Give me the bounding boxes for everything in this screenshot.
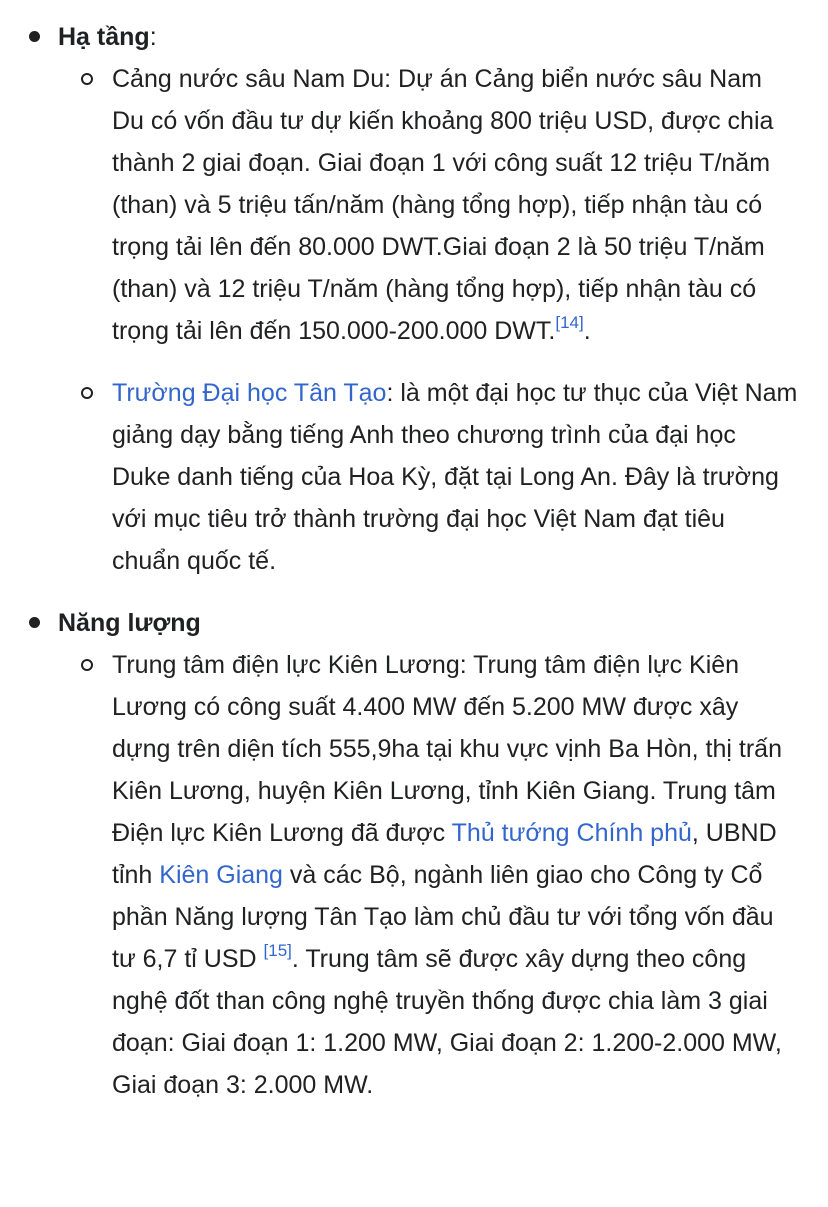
item-text-end: .	[583, 317, 591, 345]
link-prime-minister[interactable]: Thủ tướng Chính phủ	[451, 819, 692, 847]
item-text: và các Bộ, ngành liên giao cho Công ty Cổ phần Năng lượng Tân Tạo làm chủ đầu tư với tổng vốn đầu tư 6,7 tỉ USD	[112, 861, 774, 973]
section-heading-energy: Năng lượng	[58, 609, 201, 637]
list-item-kien-luong-power-center	[0, 644, 828, 1106]
item-text: Cảng nước sâu Nam Du: Dự án Cảng biển nước sâu Nam Du có vốn đầu tư dự kiến khoảng 800 triệu USD, được chia thành 2 giai đoạn. Giai đoạn 1 với công suất 12 triệu T/năm (than) và 5 triệu tấn/năm (hàng tổng hợp), tiếp nhận tàu có trọng tải lên đến 80.000 DWT.Giai đoạn 2 là 50 triệu T/năm (than) và 12 triệu T/năm (hàng tổng hợp), tiếp nhận tàu có trọng tải lên đến 150.000-200.000 DWT.	[112, 65, 774, 345]
bullet-circle-icon	[81, 73, 93, 85]
article-content	[0, 16, 828, 1106]
reference-link-14[interactable]: [14]	[555, 313, 584, 332]
list-item-nam-du-port	[0, 58, 828, 352]
section-energy	[0, 602, 828, 1106]
item-text: Trung tâm điện lực Kiên Lương: Trung tâm điện lực Kiên Lương có công suất 4.400 MW đến 5.200 MW được xây dựng trên diện tích 555,9ha tại khu vực vịnh Ba Hòn, thị trấn Kiên Lương, huyện Kiên Lương, tỉnh Kiên Giang. Trung tâm Điện lực Kiên Lương đã được	[112, 651, 782, 847]
item-text: . Trung tâm sẽ được xây dựng theo công nghệ đốt than công nghệ truyền thống được chia làm 3 giai đoạn: Giai đoạn 1: 1.200 MW, Giai đoạn 2: 1.200-2.000 MW, Giai đoạn 3: 2.000 MW.	[112, 945, 782, 1099]
link-kien-giang[interactable]: Kiên Giang	[159, 861, 283, 889]
item-text: , UBND tỉnh	[112, 819, 777, 889]
bullet-disc-icon	[29, 617, 40, 628]
section-heading-infrastructure: Hạ tầng	[58, 23, 150, 51]
list-item-tan-tao-university	[0, 372, 828, 582]
list-item	[0, 602, 828, 644]
item-text: : là một đại học tư thục của Việt Nam giảng dạy bằng tiếng Anh theo chương trình của đại học Duke danh tiếng của Hoa Kỳ, đặt tại Long An. Đây là trường với mục tiêu trở thành trường đại học Việt Nam đạt tiêu chuẩn quốc tế.	[112, 379, 798, 575]
section-infrastructure	[0, 16, 828, 582]
list-item	[0, 16, 828, 58]
heading-colon: :	[149, 23, 157, 51]
bullet-disc-icon	[29, 31, 40, 42]
reference-link-15[interactable]: [15]	[263, 941, 292, 960]
bullet-circle-icon	[81, 659, 93, 671]
bullet-circle-icon	[81, 387, 93, 399]
link-tan-tao-university[interactable]: Trường Đại học Tân Tạo	[112, 379, 387, 407]
